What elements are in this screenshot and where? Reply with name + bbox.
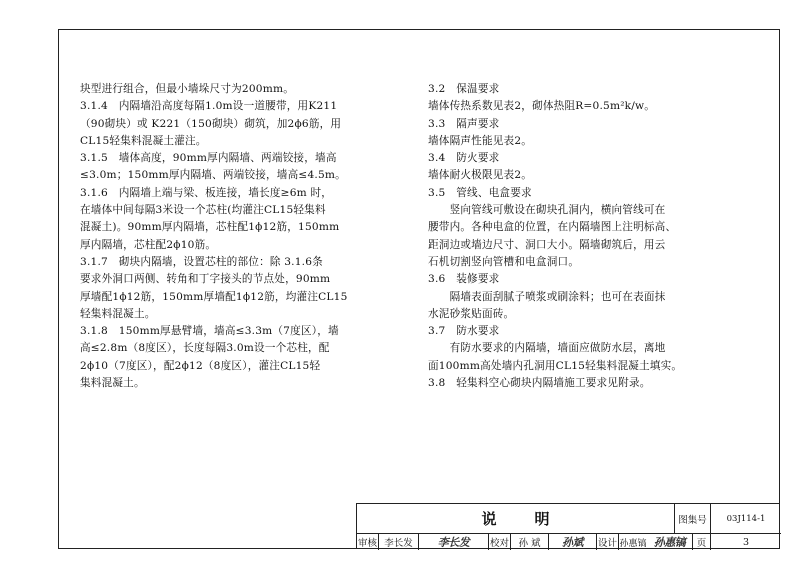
reviewer-name: 李长发 (379, 534, 419, 550)
text-line: 竖向管线可敷设在砌块孔洞内，横向管线可在 (428, 204, 666, 217)
design-label: 设计 (597, 534, 619, 550)
text-line: 距洞边或墙边尺寸、洞口大小。隔墙砌筑后，用云 (428, 238, 666, 251)
text-line: 3.1.4 内隔墙沿高度每隔1.0m设一道腰带，用K211 (80, 100, 338, 113)
reviewer-signature: 李长发 (419, 534, 489, 550)
drawing-title: 说明 (357, 504, 675, 534)
section-heading: 3.7 防水要求 (428, 325, 500, 338)
section-heading: 3.5 管线、电盒要求 (428, 186, 532, 199)
text-line: CL15轻集料混凝土灌注。 (80, 134, 207, 147)
checker-name: 孙 斌 (511, 534, 549, 550)
check-label: 校对 (489, 534, 511, 550)
left-text-column (80, 81, 400, 392)
designer-signature: 孙惠镐 (647, 534, 693, 550)
text-line: 3.1.6 内隔墙上端与梁、板连接，墙长度≥6m 时， (80, 186, 333, 199)
section-heading: 3.2 保温要求 (428, 83, 500, 95)
text-line: 墙体传热系数见表2，砌体热阻R=0.5m²k/w。 (428, 100, 656, 113)
text-line: 厚墙配1ϕ12筋，150mm厚墙配1ϕ12筋，均灌注CL15 (80, 290, 348, 303)
text-line: 隔墙表面刮腻子喷浆或刷涂料；也可在表面抹 (428, 290, 666, 303)
text-line: 2ϕ10（7度区），配2ϕ12（8度区），灌注CL15轻 (80, 359, 321, 372)
page-label: 页 (693, 534, 711, 550)
text-line: 在墙体中间每隔3米设一个芯柱(均灌注CL15轻集料 (80, 204, 326, 217)
text-line: 混凝土)。90mm厚内隔墙，芯柱配1ϕ12筋，150mm (80, 221, 340, 234)
text-line: 墙体隔声性能见表2。 (428, 134, 533, 147)
review-label: 审核 (357, 534, 379, 550)
atlas-number: 03J114-1 (711, 504, 781, 534)
section-heading: 3.8 轻集料空心砌块内隔墙施工要求见附录。 (428, 377, 651, 390)
text-line: 轻集料混凝土。 (80, 307, 156, 320)
text-line: 石机切割竖向管槽和电盒洞口。 (428, 255, 580, 268)
text-line: 腰带内。各种电盒的位置，在内隔墙图上注明标高、 (428, 221, 677, 234)
atlas-number-label: 图集号 (675, 504, 711, 534)
text-line: 3.1.8 150mm厚悬臂墙，墙高≤3.3m（7度区），墙 (80, 325, 339, 338)
section-heading: 3.3 隔声要求 (428, 117, 500, 130)
section-heading: 3.4 防火要求 (428, 152, 500, 165)
text-line: （90砌块）或 K221（150砌块）砌筑，加2ϕ6筋，用 (80, 117, 342, 130)
text-line: 块型进行组合，但最小墙垛尺寸为200mm。 (80, 83, 295, 95)
text-line: 厚内隔墙，芯柱配2ϕ10筋。 (80, 238, 217, 251)
right-text-column (428, 81, 768, 392)
text-line: 水泥砂浆贴面砖。 (428, 307, 515, 320)
text-line: 面100mm高处墙内孔洞用CL15轻集料混凝土填实。 (428, 359, 683, 372)
text-line: ≤3.0m；150mm厚内隔墙、两端铰接，墙高≤4.5m。 (80, 169, 346, 182)
page-number: 3 (742, 536, 750, 548)
text-line: 3.1.5 墙体高度，90mm厚内隔墙、两端铰接，墙高 (80, 152, 337, 165)
title-block (356, 503, 780, 549)
text-line: 集料混凝土。 (80, 377, 145, 390)
text-line: 要求外洞口两侧、转角和丁字接头的节点处，90mm (80, 273, 331, 286)
text-line: 3.1.7 砌块内隔墙，设置芯柱的部位：除 3.1.6条 (80, 255, 323, 268)
designer-name: 孙惠镐 (619, 538, 647, 549)
section-heading: 3.6 装修要求 (428, 273, 500, 286)
checker-signature: 孙斌 (549, 534, 597, 550)
text-line: 有防水要求的内隔墙，墙面应做防水层，离地 (428, 342, 666, 355)
text-line: 墙体耐火极限见表2。 (428, 169, 533, 182)
text-line: 高≤2.8m（8度区），长度每隔3.0m设一个芯柱，配 (80, 342, 330, 355)
